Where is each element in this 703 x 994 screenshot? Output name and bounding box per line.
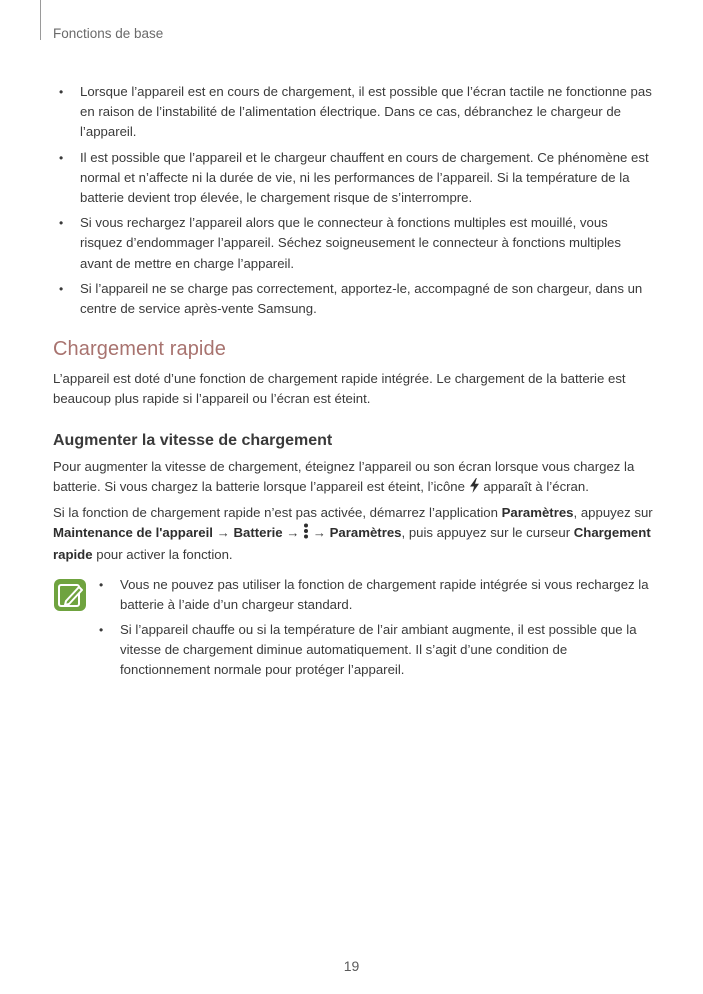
settings-label: Paramètres [329, 525, 402, 541]
list-item: • Lorsque l’appareil est en cours de chargement, il est possible que l’écran tactile ne fonctionne pas en raison de l’instabilité de l’alimentation électrique. Dans ce cas, débranchez le chargeur de l’appareil. [59, 84, 652, 140]
section-intro: L’appareil est doté d’une fonction de chargement rapide intégrée. Le chargement de la batterie est beaucoup plus rapide si l’appareil ou l’écran est éteint. [53, 371, 626, 407]
fast-charge-paragraph: Pour augmenter la vitesse de chargement, éteignez l’appareil ou son écran lorsque vous chargez la batterie. Si vous chargez la batterie lorsque l’appareil est éteint, l’icône apparaît à l’écran. [53, 457, 653, 499]
settings-path-paragraph: Si la fonction de chargement rapide n’est pas activée, démarrez l’application Paramètres, appuyez sur Maintenance de l'appareil → Batterie → → Paramètres, puis appuyez sur le curseur Chargement rapide pour activer la fonction. [53, 505, 653, 563]
list-item: • Si l’appareil ne se charge pas correctement, apportez-le, accompagné de son chargeur, dans un centre de service après-vente Samsung. [59, 280, 643, 317]
bullet-icon: • [59, 281, 64, 296]
lightning-bolt-icon [469, 478, 480, 499]
note-pencil-icon [53, 578, 87, 612]
settings-app-label: Paramètres [501, 505, 574, 521]
page-content [53, 82, 653, 686]
page-number: 19 [343, 958, 360, 974]
bullet-icon: • [59, 150, 64, 165]
list-item: • Vous ne pouvez pas utiliser la fonction de chargement rapide intégrée si vous rechargez la batterie à l’aide d’un chargeur standard. [99, 576, 649, 612]
fast-charging-label: Chargement rapide [53, 525, 651, 563]
device-maintenance-label: Maintenance de l'appareil [53, 525, 213, 541]
subsection-title: Augmenter la vitesse de chargement [53, 431, 333, 449]
bullet-icon: • [99, 577, 104, 592]
bullet-icon: • [99, 623, 104, 638]
note-box [53, 575, 653, 681]
page-header: Fonctions de base [53, 26, 164, 41]
section-title: Chargement rapide [53, 338, 226, 361]
list-item: • Il est possible que l’appareil et le chargeur chauffent en cours de chargement. Ce phénomène est normal et n’affecte ni la durée de vie, ni les performances de l’appareil. Si la température de la batterie devient trop élevée, le chargement risque de s’interrompre. [59, 149, 649, 206]
header-rule [40, 0, 41, 40]
bullet-icon: • [59, 85, 64, 99]
list-item: • Si l’appareil chauffe ou si la température de l’air ambiant augmente, il est possible que la vitesse de chargement diminue automatiquement. Il s’agit d’une condition de fonctionnement normale pour protéger l’appareil. [99, 622, 637, 678]
note-list [93, 575, 653, 681]
bullet-icon: • [59, 216, 64, 231]
list-item: • Si vous rechargez l’appareil alors que le connecteur à fonctions multiples est mouillé, vous risquez d’endommager l’appareil. Séchez soigneusement le connecteur à fonctions multiples avant de mettre en charge l’appareil. [59, 215, 621, 271]
caution-list [53, 82, 653, 319]
battery-label: Batterie [233, 525, 283, 541]
